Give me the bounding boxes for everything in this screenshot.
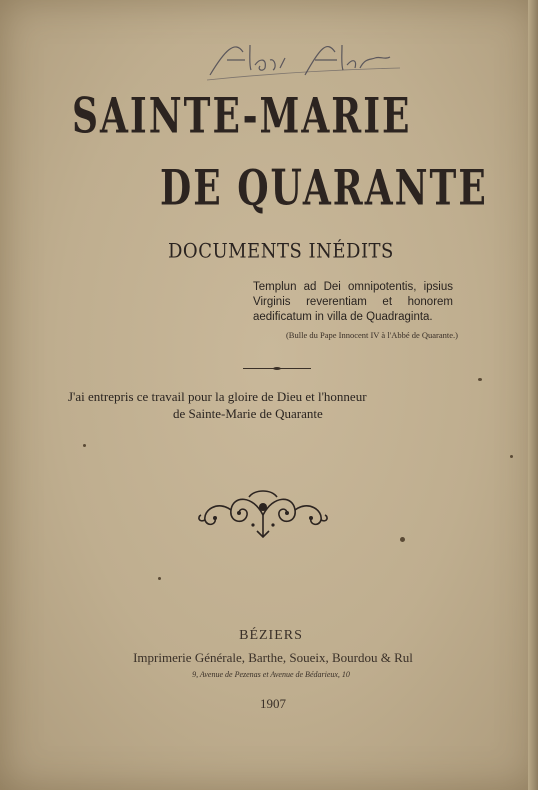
handwritten-signature [205,30,405,85]
printer-name: Imprimerie Générale, Barthe, Soueix, Bourdou & Rul [133,650,413,665]
title-line-2: DE QUARANTE [160,160,488,217]
dedication-line-1: J'ai entrepris ce travail pour la gloire de Dieu et l'honneur [68,389,367,404]
publisher-city: BÉZIERS [239,628,303,643]
epigraph-citation: (Bulle du Pape Innocent IV à l'Abbé de Quarante.) [285,330,458,340]
title-line-1: SAINTE-MARIE [72,88,412,145]
divider-rule [243,368,311,369]
publication-year: 1907 [260,696,286,711]
floral-ornament-icon [193,485,333,545]
latin-epigraph: Templun ad Dei omnipotentis, ipsius Virginis reverentiam et honorem aedificatum in villa de Quadraginta. [253,281,453,323]
foxing-spot [158,577,161,580]
subtitle: DOCUMENTS INÉDITS [168,240,394,264]
foxing-spot [510,455,513,458]
foxing-spot [83,444,86,447]
foxing-spot [400,537,405,542]
printer-address: 9, Avenue de Pezenas et Avenue de Bédarieux, 10 [192,670,350,679]
dedication-line-2: de Sainte-Marie de Quarante [173,406,323,421]
foxing-spot [478,378,482,381]
dedication [68,388,468,422]
